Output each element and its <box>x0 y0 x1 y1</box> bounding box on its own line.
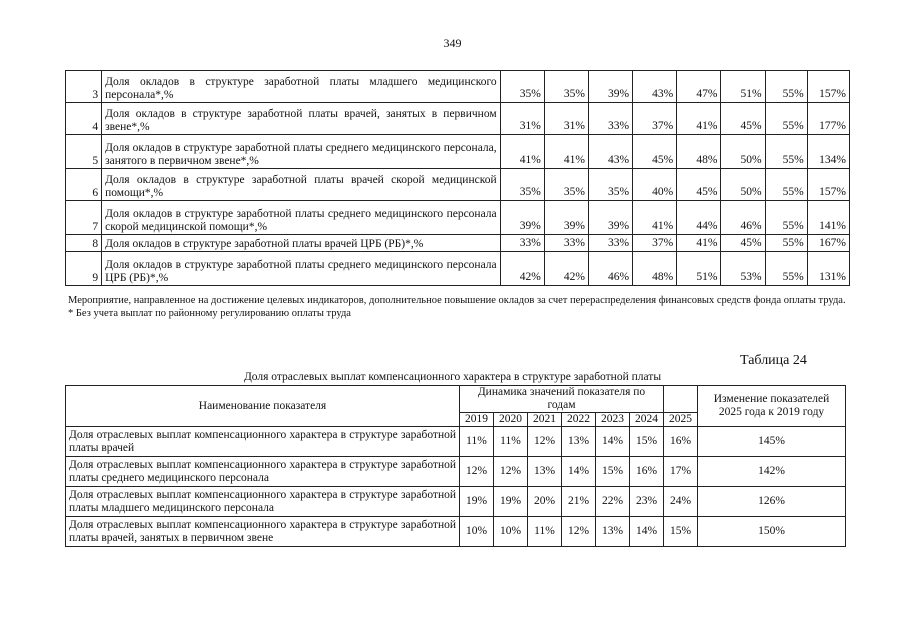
value-cell: 41% <box>677 103 721 135</box>
value-cell: 19% <box>460 487 494 517</box>
indicator-name: Доля окладов в структуре заработной платы младшего медицинского персонала*,% <box>102 71 501 103</box>
value-cell: 12% <box>460 457 494 487</box>
year-header: 2024 <box>630 413 664 427</box>
row-number: 5 <box>66 135 102 169</box>
row-number: 3 <box>66 71 102 103</box>
change-cell: 142% <box>698 457 846 487</box>
compensation-share-table <box>65 385 846 547</box>
value-cell: 33% <box>500 235 544 252</box>
table-row <box>66 135 850 169</box>
value-cell: 31% <box>500 103 544 135</box>
value-cell: 42% <box>500 252 544 286</box>
value-cell: 35% <box>544 71 588 103</box>
value-cell: 14% <box>562 457 596 487</box>
year-header: 2019 <box>460 413 494 427</box>
table-row <box>66 103 850 135</box>
row-number: 4 <box>66 103 102 135</box>
indicator-name: Доля окладов в структуре заработной платы среднего медицинского персонала ЦРБ (РБ)*,% <box>102 252 501 286</box>
value-cell: 41% <box>633 201 677 235</box>
table-row <box>66 235 850 252</box>
value-cell: 37% <box>633 103 677 135</box>
value-cell: 40% <box>633 169 677 201</box>
table-header-row <box>66 386 846 413</box>
value-cell: 50% <box>721 135 765 169</box>
indicator-name: Доля окладов в структуре заработной платы среднего медицинского персонала скорой медицинской помощи*,% <box>102 201 501 235</box>
value-cell: 55% <box>765 71 807 103</box>
value-cell: 55% <box>765 201 807 235</box>
value-cell: 55% <box>765 135 807 169</box>
header-change: Изменение показателей 2025 года к 2019 году <box>698 386 846 427</box>
value-cell: 11% <box>460 427 494 457</box>
value-cell: 37% <box>633 235 677 252</box>
value-cell: 17% <box>664 457 698 487</box>
value-cell: 157% <box>807 169 849 201</box>
value-cell: 141% <box>807 201 849 235</box>
table-row <box>66 252 850 286</box>
value-cell: 134% <box>807 135 849 169</box>
value-cell: 39% <box>500 201 544 235</box>
value-cell: 16% <box>630 457 664 487</box>
value-cell: 42% <box>544 252 588 286</box>
value-cell: 51% <box>677 252 721 286</box>
value-cell: 14% <box>596 427 630 457</box>
value-cell: 39% <box>588 71 632 103</box>
year-header: 2020 <box>494 413 528 427</box>
change-cell: 145% <box>698 427 846 457</box>
row-number: 9 <box>66 252 102 286</box>
value-cell: 13% <box>528 457 562 487</box>
value-cell: 10% <box>494 517 528 547</box>
salary-share-table <box>65 70 850 286</box>
value-cell: 48% <box>633 252 677 286</box>
page-number: 349 <box>443 36 462 50</box>
value-cell: 35% <box>544 169 588 201</box>
indicator-name: Доля окладов в структуре заработной платы среднего медицинского персонала, занятого в первичном звене*,% <box>102 135 501 169</box>
table-row <box>66 201 850 235</box>
table-row <box>66 517 846 547</box>
value-cell: 50% <box>721 169 765 201</box>
value-cell: 53% <box>721 252 765 286</box>
value-cell: 131% <box>807 252 849 286</box>
value-cell: 39% <box>544 201 588 235</box>
indicator-name: Доля окладов в структуре заработной платы врачей, занятых в первичном звене*,% <box>102 103 501 135</box>
table-row <box>66 487 846 517</box>
value-cell: 12% <box>494 457 528 487</box>
value-cell: 45% <box>677 169 721 201</box>
value-cell: 45% <box>633 135 677 169</box>
value-cell: 177% <box>807 103 849 135</box>
change-cell: 126% <box>698 487 846 517</box>
value-cell: 35% <box>588 169 632 201</box>
value-cell: 43% <box>633 71 677 103</box>
value-cell: 24% <box>664 487 698 517</box>
value-cell: 157% <box>807 71 849 103</box>
header-empty-cell <box>664 386 698 413</box>
value-cell: 33% <box>544 235 588 252</box>
indicator-name: Доля отраслевых выплат компенсационного характера в структуре заработной платы среднего медицинского персонала <box>66 457 460 487</box>
value-cell: 15% <box>664 517 698 547</box>
measure-note: Мероприятие, направленное на достижение целевых индикаторов, дополнительное повышение окладов за счет перераспределения финансовых средств фонда оплаты труда. <box>68 295 846 306</box>
value-cell: 11% <box>528 517 562 547</box>
value-cell: 10% <box>460 517 494 547</box>
table-label: Таблица 24 <box>740 353 807 368</box>
value-cell: 23% <box>630 487 664 517</box>
indicator-name: Доля окладов в структуре заработной платы врачей скорой медицинской помощи*,% <box>102 169 501 201</box>
row-number: 8 <box>66 235 102 252</box>
table-row <box>66 169 850 201</box>
value-cell: 22% <box>596 487 630 517</box>
value-cell: 43% <box>588 135 632 169</box>
year-header: 2023 <box>596 413 630 427</box>
value-cell: 45% <box>721 235 765 252</box>
change-cell: 150% <box>698 517 846 547</box>
value-cell: 44% <box>677 201 721 235</box>
header-dynamics: Динамика значений показателя по годам <box>460 386 664 413</box>
value-cell: 21% <box>562 487 596 517</box>
footnote: * Без учета выплат по районному регулированию оплаты труда <box>68 308 351 319</box>
year-header: 2022 <box>562 413 596 427</box>
value-cell: 31% <box>544 103 588 135</box>
value-cell: 167% <box>807 235 849 252</box>
value-cell: 12% <box>562 517 596 547</box>
indicator-name: Доля отраслевых выплат компенсационного характера в структуре заработной платы врачей <box>66 427 460 457</box>
indicator-name: Доля окладов в структуре заработной платы врачей ЦРБ (РБ)*,% <box>102 235 501 252</box>
value-cell: 20% <box>528 487 562 517</box>
year-header: 2021 <box>528 413 562 427</box>
row-number: 6 <box>66 169 102 201</box>
value-cell: 41% <box>677 235 721 252</box>
value-cell: 41% <box>544 135 588 169</box>
value-cell: 55% <box>765 235 807 252</box>
value-cell: 45% <box>721 103 765 135</box>
table-title: Доля отраслевых выплат компенсационного характера в структуре заработной платы <box>243 371 662 383</box>
value-cell: 33% <box>588 103 632 135</box>
value-cell: 11% <box>494 427 528 457</box>
value-cell: 13% <box>562 427 596 457</box>
value-cell: 14% <box>630 517 664 547</box>
header-indicator-name: Наименование показателя <box>66 386 460 427</box>
table-row <box>66 457 846 487</box>
value-cell: 46% <box>721 201 765 235</box>
value-cell: 33% <box>588 235 632 252</box>
year-header: 2025 <box>664 413 698 427</box>
value-cell: 15% <box>596 457 630 487</box>
value-cell: 13% <box>596 517 630 547</box>
table-row <box>66 427 846 457</box>
value-cell: 16% <box>664 427 698 457</box>
value-cell: 47% <box>677 71 721 103</box>
value-cell: 55% <box>765 103 807 135</box>
value-cell: 41% <box>500 135 544 169</box>
value-cell: 35% <box>500 71 544 103</box>
value-cell: 48% <box>677 135 721 169</box>
value-cell: 55% <box>765 252 807 286</box>
value-cell: 39% <box>588 201 632 235</box>
row-number: 7 <box>66 201 102 235</box>
value-cell: 51% <box>721 71 765 103</box>
notes <box>68 294 850 320</box>
value-cell: 12% <box>528 427 562 457</box>
indicator-name: Доля отраслевых выплат компенсационного характера в структуре заработной платы врачей, занятых в первичном звене <box>66 517 460 547</box>
table-row <box>66 71 850 103</box>
value-cell: 19% <box>494 487 528 517</box>
value-cell: 35% <box>500 169 544 201</box>
value-cell: 15% <box>630 427 664 457</box>
value-cell: 55% <box>765 169 807 201</box>
value-cell: 46% <box>588 252 632 286</box>
indicator-name: Доля отраслевых выплат компенсационного характера в структуре заработной платы младшего медицинского персонала <box>66 487 460 517</box>
